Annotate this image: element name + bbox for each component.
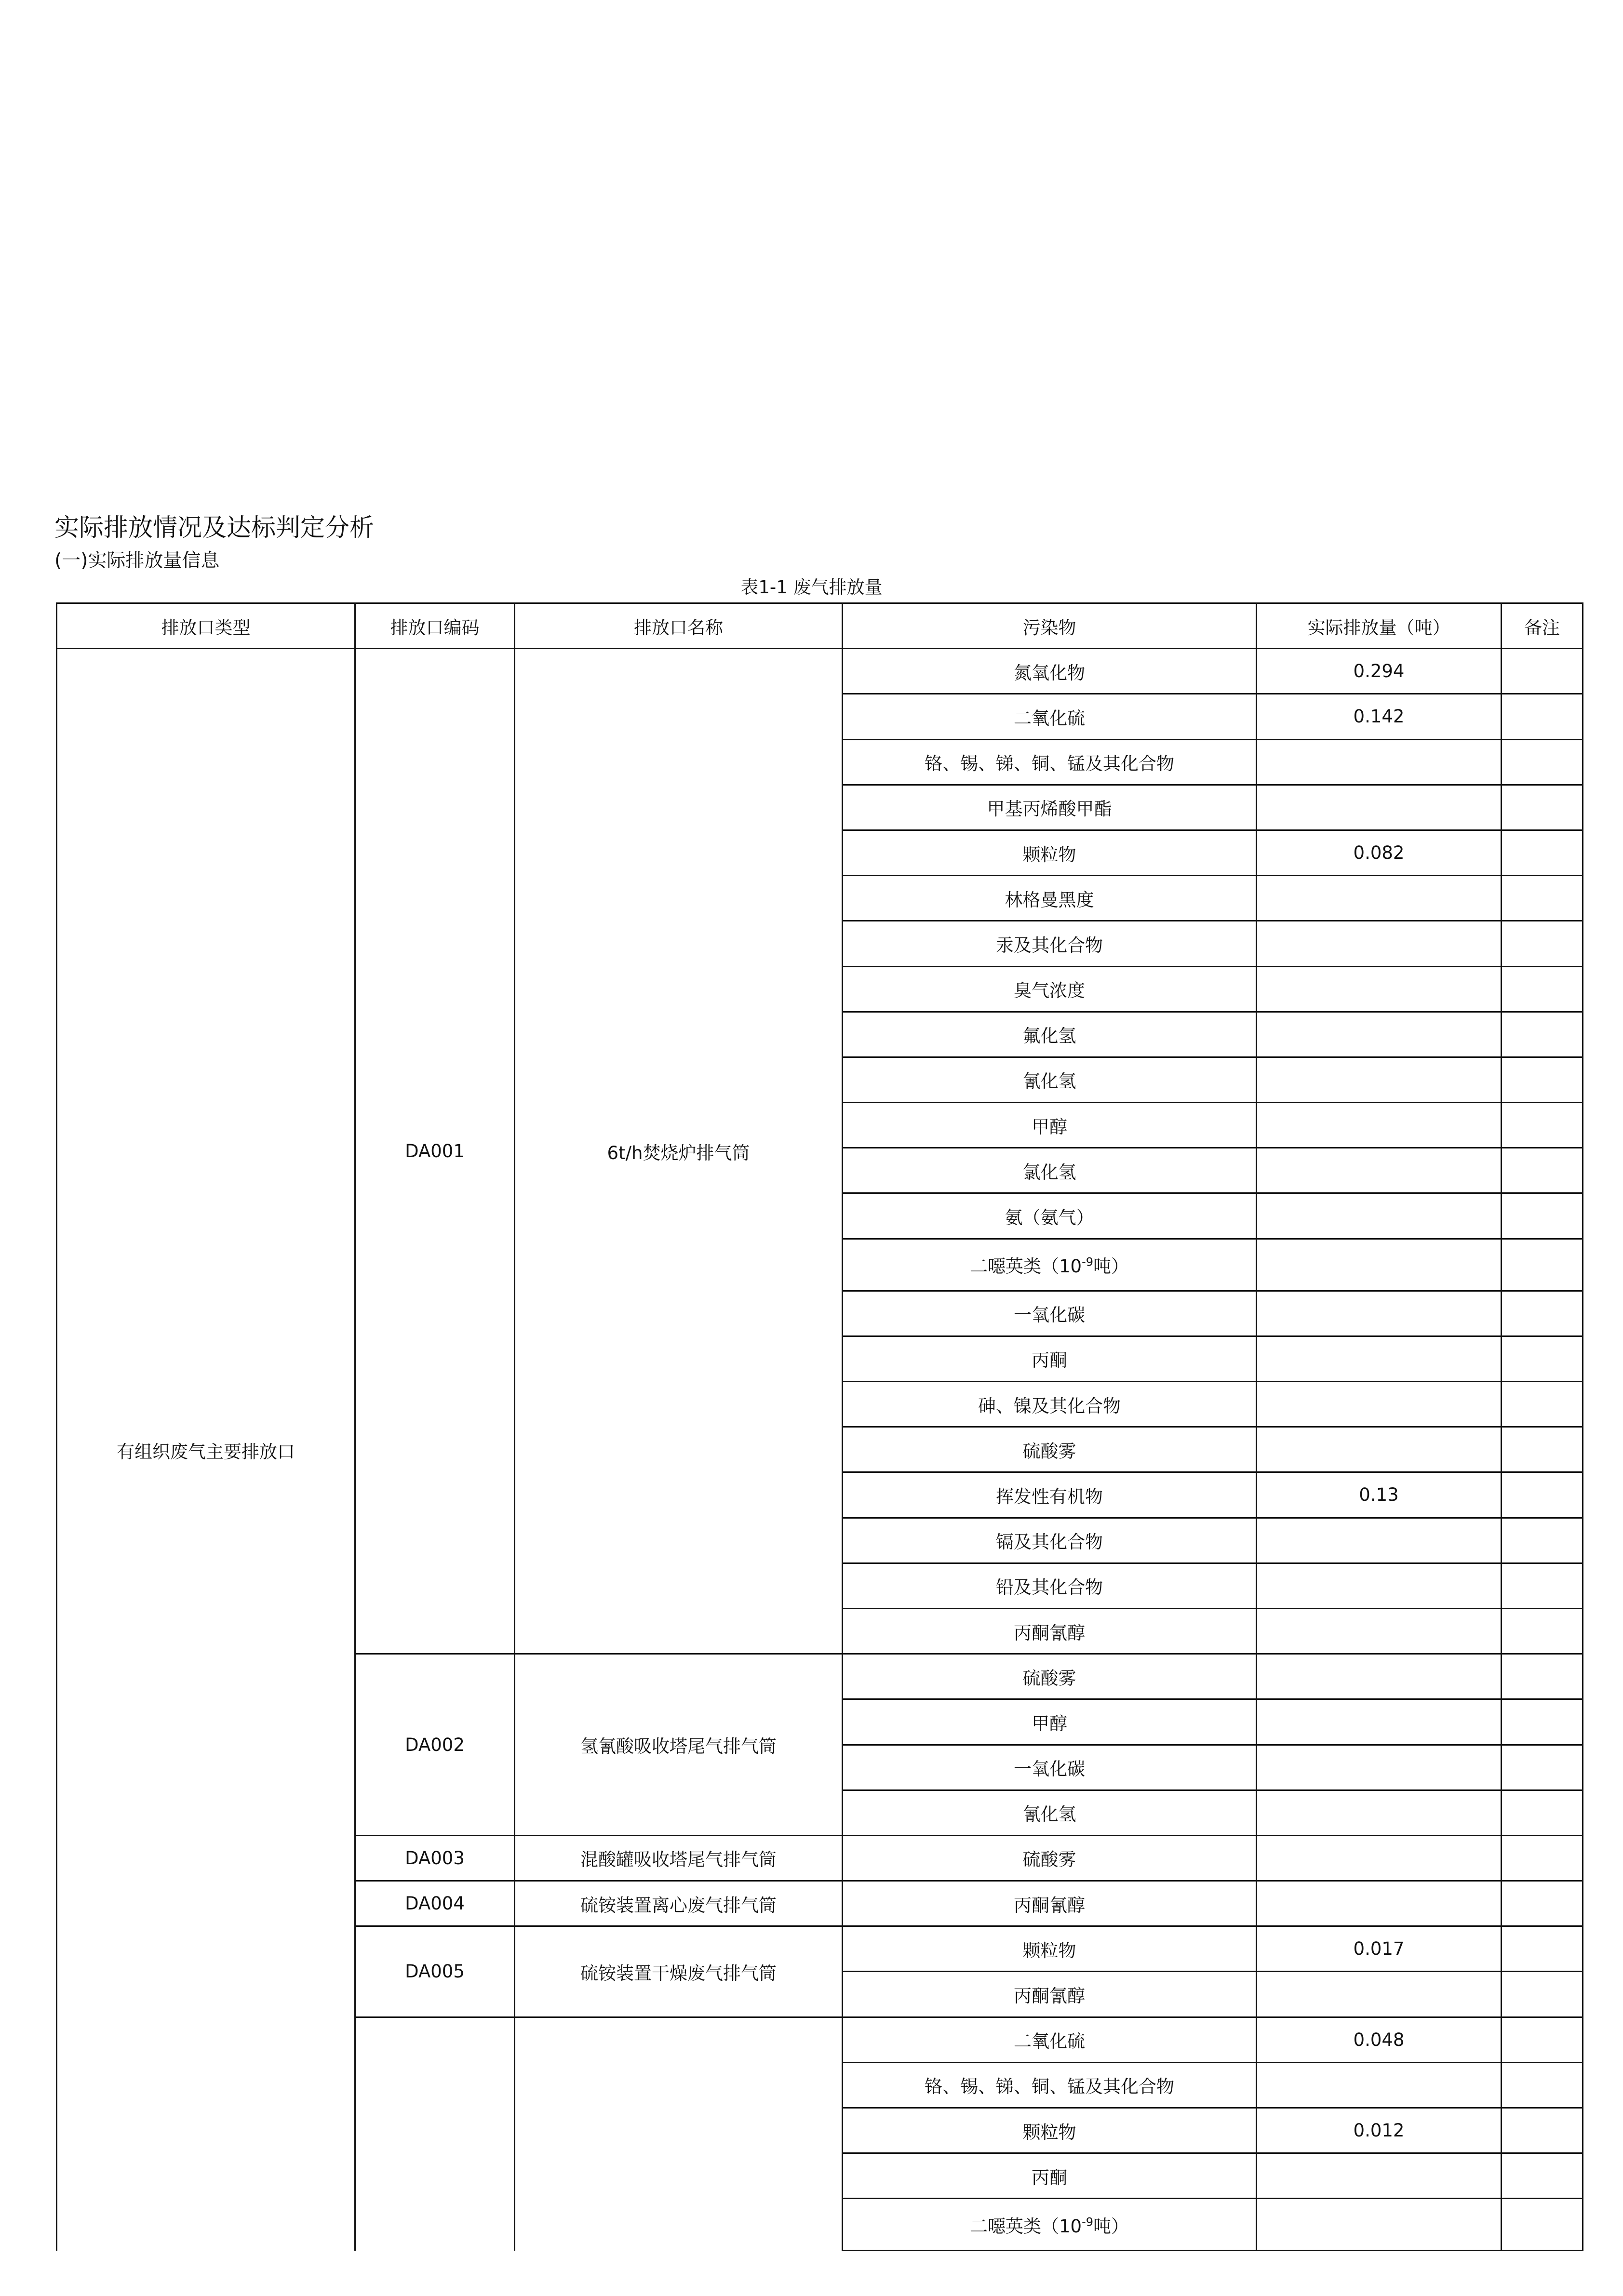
pollutant-cell: 砷、镍及其化合物	[843, 1382, 1257, 1427]
amount-cell: 0.017	[1257, 1926, 1502, 1972]
amount-cell: 0.13	[1257, 1472, 1502, 1518]
remark-cell	[1502, 739, 1583, 785]
header-actual-emission: 实际排放量（吨）	[1257, 603, 1502, 649]
table-caption: 表1-1 废气排放量	[740, 577, 883, 598]
remark-cell	[1502, 2062, 1583, 2108]
amount-cell	[1257, 1336, 1502, 1381]
remark-cell	[1502, 966, 1583, 1012]
amount-cell	[1257, 785, 1502, 830]
remark-cell	[1502, 1699, 1583, 1745]
outlet-code-cell: DA001	[355, 649, 515, 1654]
outlet-name-cell: 6t/h焚烧炉排气筒	[515, 649, 843, 1654]
header-remark: 备注	[1502, 603, 1583, 649]
amount-cell	[1257, 876, 1502, 921]
amount-cell	[1257, 1654, 1502, 1699]
pollutant-cell: 氰化氢	[843, 1790, 1257, 1835]
amount-cell	[1257, 1518, 1502, 1563]
amount-cell	[1257, 1608, 1502, 1654]
section-title: 实际排放情况及达标判定分析	[54, 514, 375, 542]
remark-cell	[1502, 1745, 1583, 1790]
amount-cell	[1257, 1745, 1502, 1790]
pollutant-cell: 氰化氢	[843, 1057, 1257, 1102]
outlet-name-cell: 硫铵装置干燥废气排气筒	[515, 1926, 843, 2017]
pollutant-cell: 颗粒物	[843, 1926, 1257, 1972]
amount-cell	[1257, 2062, 1502, 2108]
pollutant-cell: 硫酸雾	[843, 1835, 1257, 1881]
outlet-name-cell	[515, 2017, 843, 2251]
remark-cell	[1502, 1563, 1583, 1608]
pollutant-cell: 丙酮	[843, 2153, 1257, 2199]
pollutant-cell: 丙酮氰醇	[843, 1972, 1257, 2017]
amount-cell: 0.082	[1257, 830, 1502, 875]
remark-cell	[1502, 1972, 1583, 2017]
pollutant-cell: 一氧化碳	[843, 1291, 1257, 1336]
remark-cell	[1502, 785, 1583, 830]
pollutant-cell	[843, 2199, 1257, 2251]
amount-cell	[1257, 1148, 1502, 1193]
amount-cell	[1257, 2199, 1502, 2251]
outlet-code-cell: DA002	[355, 1654, 515, 1836]
subsection-title: (一)实际排放量信息	[54, 550, 220, 572]
remark-cell	[1502, 1881, 1583, 1926]
pollutant-cell: 铅及其化合物	[843, 1563, 1257, 1608]
remark-cell	[1502, 1427, 1583, 1472]
remark-cell	[1502, 1193, 1583, 1239]
pollutant-cell: 丙酮氰醇	[843, 1608, 1257, 1654]
exponent: -9	[1082, 1255, 1094, 1269]
pollutant-cell: 一氧化碳	[843, 1745, 1257, 1790]
pollutant-cell: 铬、锡、锑、铜、锰及其化合物	[843, 739, 1257, 785]
emission-table	[56, 602, 1583, 2251]
remark-cell	[1502, 1336, 1583, 1381]
remark-cell	[1502, 649, 1583, 694]
remark-cell	[1502, 1835, 1583, 1881]
amount-cell	[1257, 739, 1502, 785]
amount-cell	[1257, 1835, 1502, 1881]
pollutant-cell: 氯化氢	[843, 1148, 1257, 1193]
amount-cell	[1257, 1382, 1502, 1427]
outlet-type-cell: 有组织废气主要排放口	[57, 649, 355, 2251]
remark-cell	[1502, 1790, 1583, 1835]
remark-cell	[1502, 2108, 1583, 2153]
amount-cell	[1257, 1881, 1502, 1926]
remark-cell	[1502, 2017, 1583, 2062]
pollutant-cell: 颗粒物	[843, 830, 1257, 875]
header-outlet-name: 排放口名称	[515, 603, 843, 649]
remark-cell	[1502, 1654, 1583, 1699]
remark-cell	[1502, 921, 1583, 966]
amount-cell	[1257, 1699, 1502, 1745]
pollutant-text: 二噁英类（10	[969, 1256, 1082, 1277]
remark-cell	[1502, 694, 1583, 739]
remark-cell	[1502, 876, 1583, 921]
remark-cell	[1502, 2153, 1583, 2199]
pollutant-cell: 二氧化硫	[843, 694, 1257, 739]
pollutant-cell	[843, 1239, 1257, 1291]
pollutant-cell: 丙酮	[843, 1336, 1257, 1381]
remark-cell	[1502, 1926, 1583, 1972]
amount-cell	[1257, 1563, 1502, 1608]
amount-cell	[1257, 966, 1502, 1012]
outlet-code-cell	[355, 2017, 515, 2251]
pollutant-unit: 吨）	[1093, 1256, 1129, 1277]
remark-cell	[1502, 1012, 1583, 1057]
amount-cell: 0.294	[1257, 649, 1502, 694]
remark-cell	[1502, 1239, 1583, 1291]
pollutant-unit: 吨）	[1093, 2216, 1129, 2237]
amount-cell	[1257, 1291, 1502, 1336]
pollutant-cell: 甲基丙烯酸甲酯	[843, 785, 1257, 830]
outlet-name-cell: 氢氰酸吸收塔尾气排气筒	[515, 1654, 843, 1836]
outlet-name-cell: 混酸罐吸收塔尾气排气筒	[515, 1835, 843, 1881]
amount-cell	[1257, 1972, 1502, 2017]
remark-cell	[1502, 1291, 1583, 1336]
pollutant-cell: 丙酮氰醇	[843, 1881, 1257, 1926]
outlet-code-cell: DA005	[355, 1926, 515, 2017]
outlet-name-cell: 硫铵装置离心废气排气筒	[515, 1881, 843, 1926]
pollutant-cell: 甲醇	[843, 1699, 1257, 1745]
pollutant-cell: 硫酸雾	[843, 1427, 1257, 1472]
remark-cell	[1502, 1148, 1583, 1193]
table-row	[57, 649, 1583, 694]
amount-cell	[1257, 1193, 1502, 1239]
remark-cell	[1502, 830, 1583, 875]
outlet-code-cell: DA004	[355, 1881, 515, 1926]
pollutant-cell: 氮氧化物	[843, 649, 1257, 694]
amount-cell: 0.012	[1257, 2108, 1502, 2153]
pollutant-cell: 林格曼黑度	[843, 876, 1257, 921]
amount-cell	[1257, 1427, 1502, 1472]
amount-cell	[1257, 1790, 1502, 1835]
header-pollutant: 污染物	[843, 603, 1257, 649]
amount-cell: 0.048	[1257, 2017, 1502, 2062]
pollutant-cell: 铬、锡、锑、铜、锰及其化合物	[843, 2062, 1257, 2108]
pollutant-cell: 镉及其化合物	[843, 1518, 1257, 1563]
amount-cell	[1257, 1103, 1502, 1148]
remark-cell	[1502, 1518, 1583, 1563]
pollutant-cell: 颗粒物	[843, 2108, 1257, 2153]
remark-cell	[1502, 1103, 1583, 1148]
pollutant-cell: 挥发性有机物	[843, 1472, 1257, 1518]
pollutant-cell: 甲醇	[843, 1103, 1257, 1148]
pollutant-cell: 汞及其化合物	[843, 921, 1257, 966]
pollutant-cell: 氟化氢	[843, 1012, 1257, 1057]
amount-cell	[1257, 921, 1502, 966]
remark-cell	[1502, 1057, 1583, 1102]
remark-cell	[1502, 1608, 1583, 1654]
amount-cell: 0.142	[1257, 694, 1502, 739]
exponent: -9	[1082, 2215, 1094, 2229]
pollutant-cell: 氨（氨气）	[843, 1193, 1257, 1239]
amount-cell	[1257, 1012, 1502, 1057]
remark-cell	[1502, 1472, 1583, 1518]
pollutant-cell: 二氧化硫	[843, 2017, 1257, 2062]
pollutant-cell: 硫酸雾	[843, 1654, 1257, 1699]
amount-cell	[1257, 2153, 1502, 2199]
amount-cell	[1257, 1239, 1502, 1291]
outlet-code-cell: DA003	[355, 1835, 515, 1881]
header-outlet-code: 排放口编码	[355, 603, 515, 649]
remark-cell	[1502, 1382, 1583, 1427]
pollutant-cell: 臭气浓度	[843, 966, 1257, 1012]
pollutant-text: 二噁英类（10	[969, 2216, 1082, 2237]
amount-cell	[1257, 1057, 1502, 1102]
header-outlet-type: 排放口类型	[57, 603, 355, 649]
table-header-row	[57, 603, 1583, 649]
remark-cell	[1502, 2199, 1583, 2251]
